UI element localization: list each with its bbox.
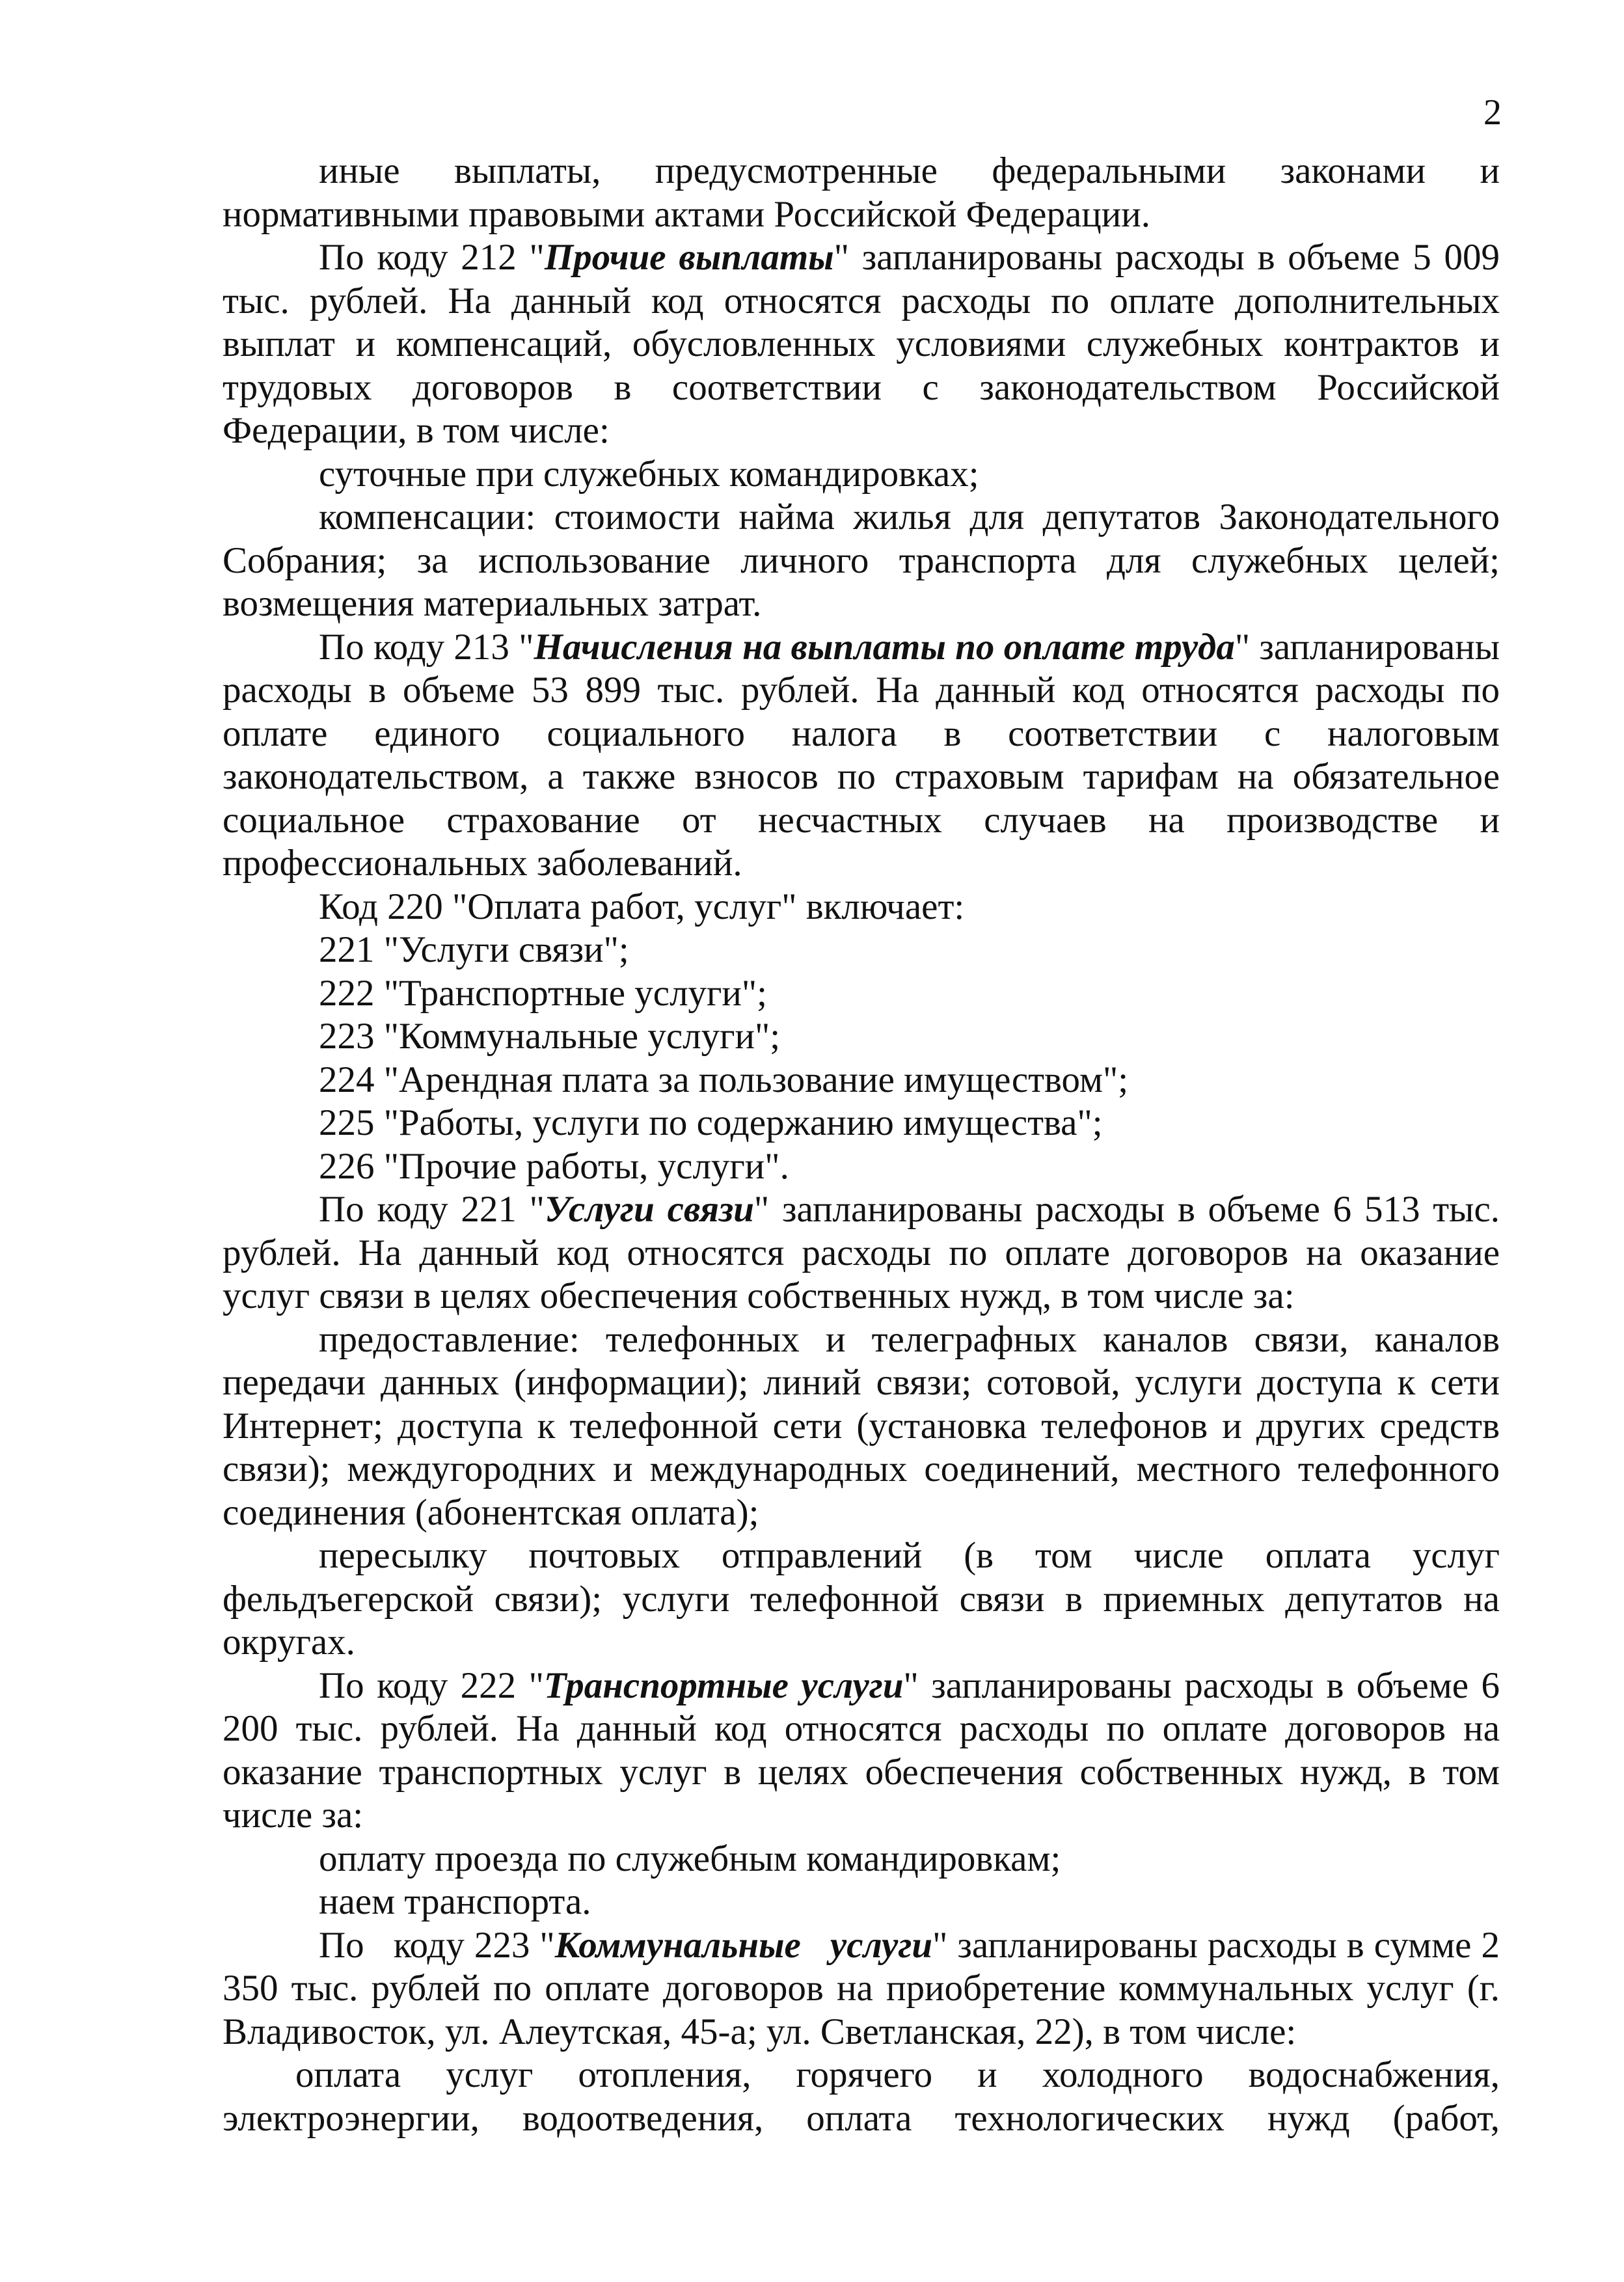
paragraph-provision: предоставление: телефонных и телеграфных каналов связи, каналов передачи данных (информации); линий связи; сотовой, услуги доступа к сети Интернет; доступа к телефонной сети (установка телефонов и других средств связи); междугородних и международных соединений, местного телефонного соединения (абонентская оплата); xyxy=(223,1318,1500,1533)
paragraph-code-223 xyxy=(223,1924,1509,2054)
text-run: " запланированы расходы в объеме 6 513 тыс. рублей. На данный код относятся расходы по оплате договоров на оказание услуг связи в целях обеспечения собственных нужд, в том числе за: xyxy=(223,1189,1500,1316)
text-run: " запланированы расходы в объеме 6 200 тыс. рублей. На данный код относятся расходы по оплате договоров на оказание транспортных услуг в целях обеспечения собственных нужд, в том числе за: xyxy=(223,1664,1500,1836)
paragraph-travel-fare: оплату проезда по служебным командировкам; xyxy=(319,1838,1061,1879)
paragraph-compensations: компенсации: стоимости найма жилья для депутатов Законодательного Собрания; за использование личного транспорта для служебных целей; возмещения материальных затрат. xyxy=(223,496,1500,624)
text-run: По коду 222 " xyxy=(319,1664,544,1706)
code-220-item: 221 "Услуги связи"; xyxy=(319,929,629,970)
code-220-item: 224 "Арендная плата за пользование имуществом"; xyxy=(319,1059,1129,1100)
text-run: " запланированы расходы в объеме 53 899 тыс. рублей. На данный код относятся расходы по оплате единого социального налога в соответствии с налоговым законодательством, а также взносов по страховым тарифам на обязательное социальное страхование от несчастных случаев на производстве и профессиональных заболеваний. xyxy=(223,626,1500,884)
paragraph-per-diem: суточные при служебных командировках; xyxy=(319,453,979,495)
code-222-term: Транспортные услуги xyxy=(543,1664,904,1706)
text-run: По коду 223 " xyxy=(319,1924,555,1966)
paragraph-transport-hire: наем транспорта. xyxy=(319,1881,591,1922)
page-number: 2 xyxy=(1483,92,1502,133)
code-220-item: 223 "Коммунальные услуги"; xyxy=(319,1016,781,1057)
paragraph-utilities: оплата услуг отопления, горячего и холодного водоснабжения, электроэнергии, водоотведения, оплата технологических нужд (работ, xyxy=(223,2054,1500,2139)
document-body xyxy=(223,150,1509,2140)
code-221-term: Услуги связи xyxy=(544,1189,754,1230)
code-220-item: 225 "Работы, услуги по содержанию имущества"; xyxy=(319,1102,1103,1143)
paragraph-code-222 xyxy=(223,1664,1500,1838)
code-223-term: Коммунальные услуги xyxy=(554,1924,933,1966)
paragraph-other-payments: иные выплаты, предусмотренные федеральными законами и нормативными правовыми актами Российской Федерации. xyxy=(223,150,1500,235)
text-run: " запланированы расходы в объеме 5 009 тыс. рублей. На данный код относятся расходы по оплате дополнительных выплат и компенсаций, обусловленных условиями служебных контрактов и трудовых договоров в соответствии с законодательством Российской Федерации, в том числе: xyxy=(223,237,1500,451)
code-220-item: 222 "Транспортные услуги"; xyxy=(319,972,768,1014)
paragraph-code-213 xyxy=(223,626,1500,886)
text-run: По коду 221 " xyxy=(319,1189,545,1230)
code-220-item: 226 "Прочие работы, услуги". xyxy=(319,1145,789,1187)
code-213-term: Начисления на выплаты по оплате труда xyxy=(534,626,1235,668)
text-run: По коду 212 " xyxy=(319,237,545,278)
code-220-intro: Код 220 "Оплата работ, услуг" включает: xyxy=(319,886,965,927)
paragraph-code-212 xyxy=(223,236,1500,453)
code-212-term: Прочие выплаты xyxy=(544,237,834,278)
paragraph-postal: пересылку почтовых отправлений (в том числе оплата услуг фельдъегерской связи); услуги телефонной связи в приемных депутатов на округах. xyxy=(223,1535,1500,1663)
text-run: По коду 213 " xyxy=(319,626,534,668)
text-run: " запланированы расходы в сумме 2 350 тыс. рублей по оплате договоров на приобретение коммунальных услуг (г. Владивосток, ул. Алеутская, 45-а; ул. Светланская, 22), в том числе: xyxy=(223,1924,1509,2052)
paragraph-code-221 xyxy=(223,1188,1500,1318)
